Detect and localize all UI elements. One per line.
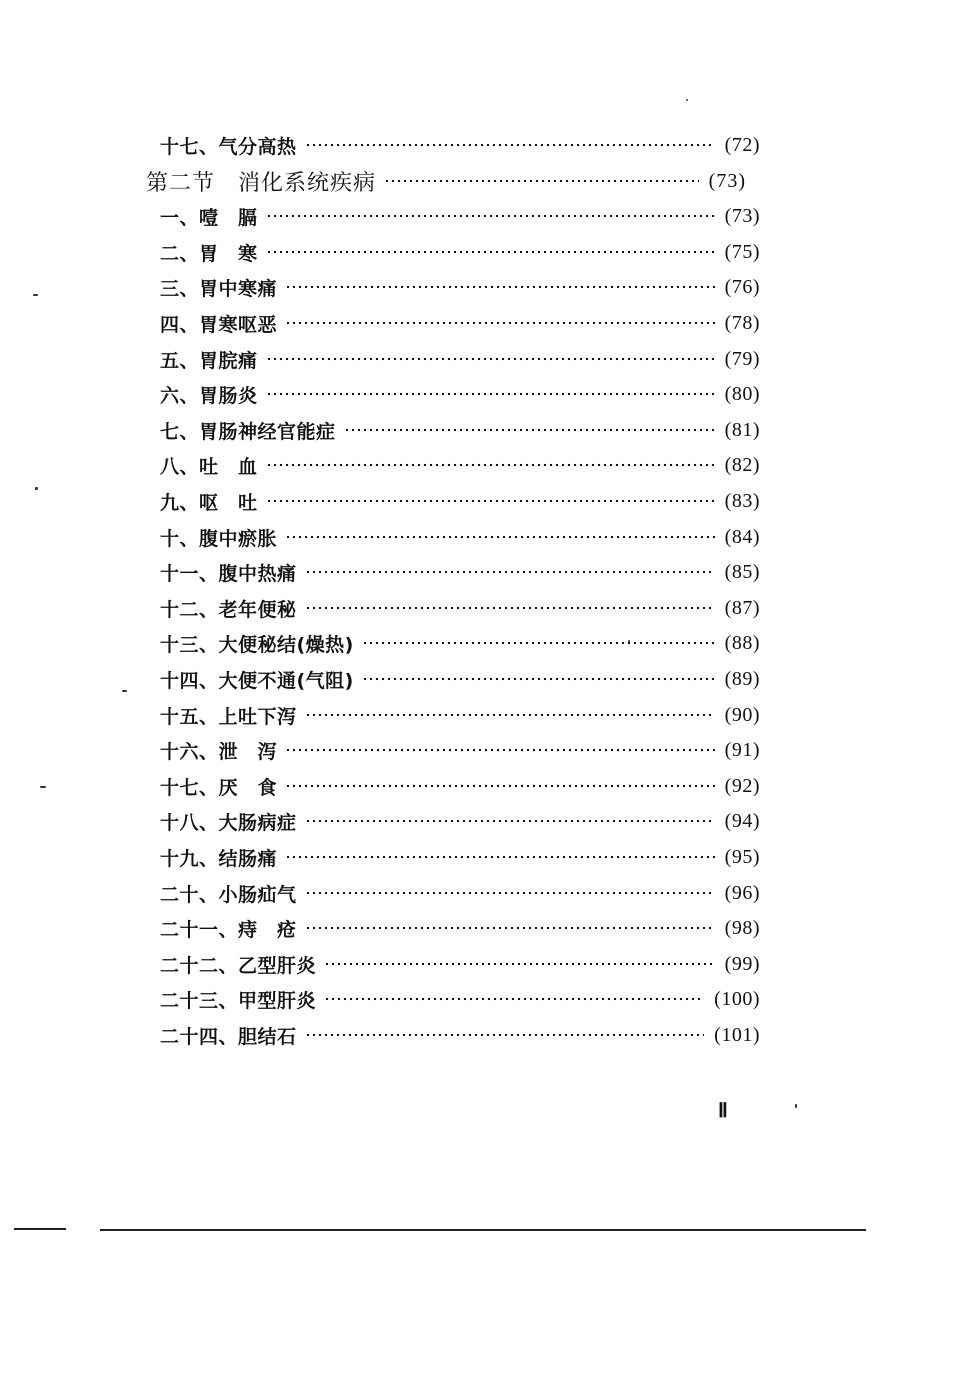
toc-entry-page: (81) [724, 418, 760, 441]
toc-entry [160, 272, 760, 302]
toc-entry [160, 1020, 760, 1050]
toc-entry-title: 十六、泄 泻 [160, 740, 278, 763]
toc-entry-page: (96) [724, 881, 760, 904]
dot-leader [266, 392, 715, 396]
dot-leader [305, 570, 715, 574]
dot-leader [285, 285, 715, 289]
toc-entry-title: 十三、大便秘结(燥热) [160, 633, 354, 656]
toc-entry-title: 一、噎 膈 [160, 206, 258, 229]
toc-entry [160, 415, 760, 445]
dot-leader [305, 713, 715, 717]
toc-entry-page: (82) [724, 453, 760, 476]
toc-entry-page: (100) [714, 987, 760, 1010]
toc-entry [160, 842, 760, 872]
toc-entry-title: 二十、小肠疝气 [160, 883, 297, 906]
dot-leader [285, 321, 715, 325]
toc-entry-page: (94) [724, 809, 760, 832]
toc-entry-page: (91) [724, 738, 760, 761]
toc-entry [160, 628, 760, 658]
dot-leader [285, 748, 715, 752]
toc-entry-title: 十、腹中瘀胀 [160, 527, 278, 550]
toc-entry-page: (89) [724, 667, 760, 690]
toc-entry-page: (99) [724, 952, 760, 975]
dot-leader [384, 179, 699, 183]
toc-entry [160, 949, 760, 979]
scan-speck [686, 99, 688, 101]
toc-entry [160, 557, 760, 587]
toc-entry-page: (87) [724, 596, 760, 619]
scan-speck [795, 1104, 797, 1108]
toc-entry [160, 664, 760, 694]
toc-entry-title: 六、胃肠炎 [160, 384, 258, 407]
toc-entry-page: (90) [724, 703, 760, 726]
toc-entry [160, 201, 760, 231]
toc-entry-page: (85) [724, 560, 760, 583]
toc-entry-page: (72) [724, 133, 760, 156]
toc-entry [160, 771, 760, 801]
toc-entry-page: (101) [714, 1023, 760, 1046]
toc-entry-page: (88) [724, 631, 760, 654]
dot-leader [266, 499, 715, 503]
dot-leader [305, 1033, 705, 1037]
dot-leader [285, 784, 715, 788]
toc-entry-title: 九、呕 吐 [160, 491, 258, 514]
scan-speck [122, 690, 127, 692]
dot-leader [305, 891, 715, 895]
toc-entry-title: 二十二、乙型肝炎 [160, 954, 317, 977]
toc-entry-title: 四、胃寒呕恶 [160, 313, 278, 336]
toc-entry-title: 十八、大肠病症 [160, 811, 297, 834]
dot-leader [362, 641, 715, 645]
dot-leader [285, 535, 715, 539]
dot-leader [266, 250, 715, 254]
toc-entry [160, 806, 760, 836]
dot-leader [344, 428, 715, 432]
page-number-marker: Ⅱ [718, 1100, 728, 1122]
scan-speck [35, 487, 38, 490]
toc-entry [160, 878, 760, 908]
toc-entry [160, 450, 760, 480]
toc-entry [160, 700, 760, 730]
toc-section-heading [146, 166, 746, 196]
toc-entry-title: 二十三、甲型肝炎 [160, 989, 317, 1012]
dot-leader [305, 143, 715, 147]
toc-entry-title: 三、胃中寒痛 [160, 277, 278, 300]
dot-leader [305, 606, 715, 610]
scan-speck [33, 294, 38, 296]
divider-line [14, 1228, 66, 1230]
toc-entry-page: (73) [724, 204, 760, 227]
scan-speck [40, 786, 46, 788]
toc-entry-title: 二十一、痔 疮 [160, 918, 297, 941]
toc-entry [160, 522, 760, 552]
toc-entry [160, 379, 760, 409]
toc-entry-page: (83) [724, 489, 760, 512]
toc-entry-title: 十一、腹中热痛 [160, 562, 297, 585]
toc-entry [160, 984, 760, 1014]
dot-leader [285, 855, 715, 859]
dot-leader [324, 962, 715, 966]
toc-entry-title: 十五、上吐下泻 [160, 705, 297, 728]
dot-leader [266, 214, 715, 218]
toc-entry-page: (95) [724, 845, 760, 868]
toc-entry [160, 913, 760, 943]
toc-entry-page: (76) [724, 275, 760, 298]
toc-entry-title: 十七、气分高热 [160, 135, 297, 158]
toc-entry [160, 735, 760, 765]
dot-leader [266, 357, 715, 361]
toc-entry-page: (80) [724, 382, 760, 405]
divider-line [100, 1229, 866, 1231]
toc-entry [160, 344, 760, 374]
toc-entry-page: (78) [724, 311, 760, 334]
toc-entry-title: 二、胃 寒 [160, 242, 258, 265]
toc-entry-page: (79) [724, 347, 760, 370]
toc-entry-page: (92) [724, 774, 760, 797]
toc-entry-page: (73) [708, 169, 746, 192]
dot-leader [305, 926, 715, 930]
dot-leader [324, 997, 704, 1001]
dot-leader [266, 463, 715, 467]
toc-entry-title: 五、胃脘痛 [160, 349, 258, 372]
scan-speck [628, 640, 630, 642]
toc-entry-title: 二十四、胆结石 [160, 1025, 297, 1048]
toc-section-title: 第二节 消化系统疾病 [146, 170, 377, 196]
toc-entry-page: (98) [724, 916, 760, 939]
toc-entry-title: 十七、厌 食 [160, 776, 278, 799]
toc-entry-title: 十九、结肠痛 [160, 847, 278, 870]
toc-entry-title: 十二、老年便秘 [160, 598, 297, 621]
toc-entry-title: 七、胃肠神经官能症 [160, 420, 336, 443]
toc-entry-page: (75) [724, 240, 760, 263]
toc-entry [160, 593, 760, 623]
toc-entry [160, 130, 760, 160]
dot-leader [362, 677, 715, 681]
toc-entry-page: (84) [724, 525, 760, 548]
toc-entry-title: 十四、大便不通(气阻) [160, 669, 354, 692]
toc-entry [160, 308, 760, 338]
dot-leader [305, 819, 715, 823]
toc-entry [160, 486, 760, 516]
toc-entry-title: 八、吐 血 [160, 455, 258, 478]
toc-entry [160, 237, 760, 267]
